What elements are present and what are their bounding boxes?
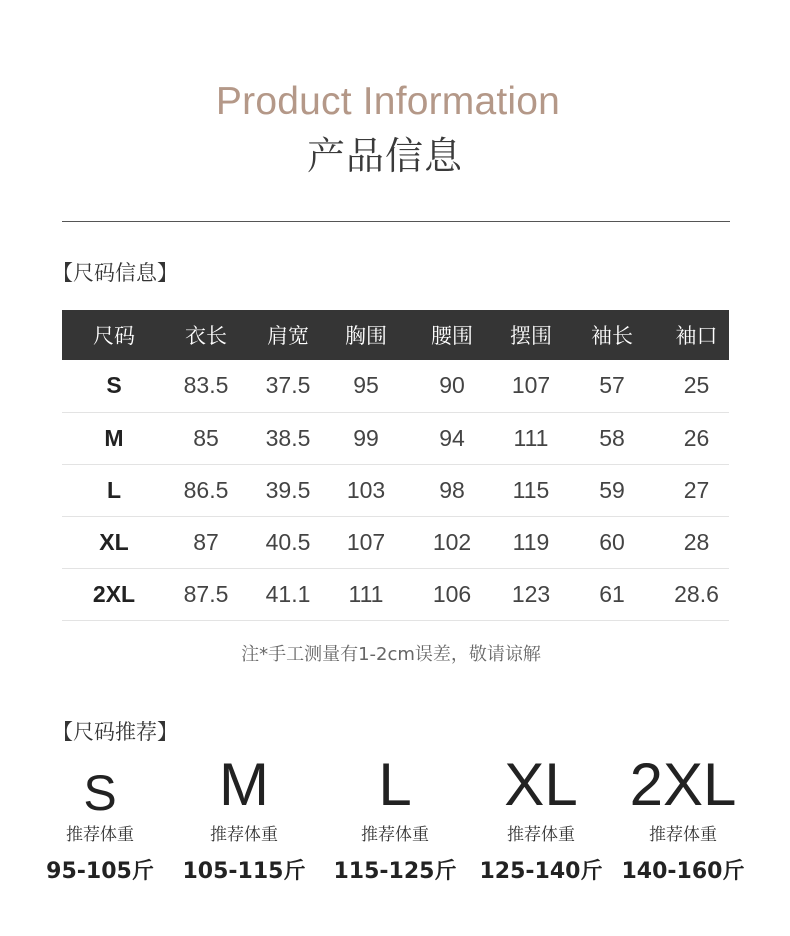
table-cell: 107 <box>511 372 551 399</box>
table-cell: 106 <box>432 580 472 607</box>
table-header-row <box>62 310 729 360</box>
column-header: 袖长 <box>591 324 633 348</box>
size-info-label: 【尺码信息】 <box>52 261 178 285</box>
table-cell: 85 <box>193 424 219 451</box>
table-cell: 86.5 <box>183 476 229 503</box>
recommend-item <box>169 750 319 885</box>
table-row <box>62 464 729 516</box>
size-recommend-label: 【尺码推荐】 <box>52 720 178 744</box>
table-cell: 59 <box>599 476 625 503</box>
column-header: 肩宽 <box>267 324 309 348</box>
recommend-caption: 推荐体重 <box>66 825 134 845</box>
recommend-size: 2XL <box>629 751 737 818</box>
size-cell: XL <box>99 528 129 555</box>
table-cell: 90 <box>439 372 465 399</box>
header-divider <box>62 221 730 222</box>
table-cell: 40.5 <box>265 528 311 555</box>
measurement-note: 注*手工测量有1-2cm误差，敬请谅解 <box>241 644 541 665</box>
table-cell: 111 <box>348 580 384 607</box>
table-cell: 102 <box>432 528 472 555</box>
recommend-weight: 140-160斤 <box>621 859 745 884</box>
table-cell: 107 <box>346 528 386 555</box>
size-cell: M <box>104 424 124 451</box>
table-cell: 83.5 <box>183 372 229 399</box>
table-cell: 28 <box>683 528 710 555</box>
recommend-caption: 推荐体重 <box>507 825 575 845</box>
table-cell: 103 <box>346 476 386 503</box>
table-cell: 123 <box>511 580 551 607</box>
size-table <box>62 310 729 621</box>
column-header: 衣长 <box>185 324 227 348</box>
table-cell: 61 <box>599 580 625 607</box>
recommend-size: M <box>219 751 269 818</box>
table-row <box>62 360 729 412</box>
size-cell: 2XL <box>92 580 136 607</box>
recommend-size: L <box>378 751 412 818</box>
table-cell: 28.6 <box>674 580 719 607</box>
table-cell: 95 <box>353 372 379 399</box>
table-row <box>62 568 729 620</box>
column-header: 袖口 <box>675 324 718 348</box>
column-header: 胸围 <box>345 324 387 348</box>
recommend-item <box>608 750 758 885</box>
recommend-weight: 125-140斤 <box>479 859 603 884</box>
recommend-caption: 推荐体重 <box>361 825 429 845</box>
recommend-caption: 推荐体重 <box>649 825 717 845</box>
size-cell: S <box>106 372 122 399</box>
title-chinese: 产品信息 <box>306 134 463 178</box>
recommend-weight: 95-105斤 <box>46 859 154 884</box>
size-cell: L <box>106 476 122 503</box>
table-row <box>62 412 729 464</box>
size-recommend-row <box>0 750 790 890</box>
recommend-item <box>25 750 175 885</box>
recommend-weight: 115-125斤 <box>333 859 457 884</box>
table-cell: 87.5 <box>183 580 229 607</box>
recommend-weight: 105-115斤 <box>182 859 306 884</box>
title-english: Product Information <box>215 80 561 123</box>
column-header: 尺码 <box>93 324 135 348</box>
recommend-item <box>466 750 616 885</box>
recommend-size: S <box>83 765 117 821</box>
table-cell: 119 <box>512 528 550 555</box>
table-cell: 111 <box>513 424 549 451</box>
table-cell: 39.5 <box>265 476 311 503</box>
recommend-caption: 推荐体重 <box>210 825 278 845</box>
table-cell: 25 <box>683 372 710 399</box>
recommend-item <box>320 750 470 885</box>
table-cell: 26 <box>683 424 710 451</box>
column-header: 腰围 <box>431 324 473 348</box>
table-cell: 57 <box>599 372 625 399</box>
column-header: 摆围 <box>510 324 552 348</box>
table-cell: 115 <box>512 476 550 503</box>
table-row <box>62 516 729 568</box>
table-cell: 60 <box>599 528 625 555</box>
table-cell: 94 <box>439 424 465 451</box>
recommend-size: XL <box>504 751 578 818</box>
table-cell: 41.1 <box>265 580 311 607</box>
table-cell: 37.5 <box>265 372 311 399</box>
table-cell: 98 <box>439 476 465 503</box>
table-cell: 58 <box>599 424 625 451</box>
table-cell: 99 <box>353 424 379 451</box>
table-cell: 27 <box>683 476 710 503</box>
table-cell: 38.5 <box>265 424 311 451</box>
table-cell: 87 <box>193 528 219 555</box>
